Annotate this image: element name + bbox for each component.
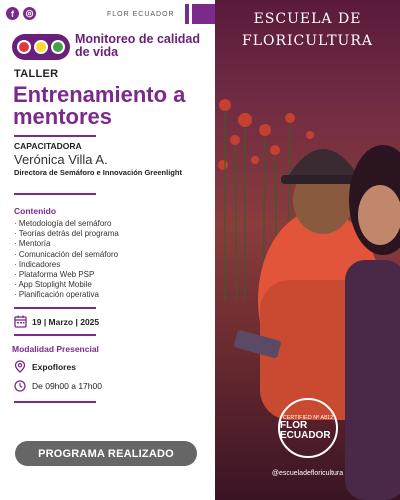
divider (14, 334, 96, 336)
capacitadora-name: Verónica Villa A. (14, 152, 108, 167)
location-pin-icon (14, 360, 26, 373)
contenido-list (14, 219, 119, 301)
divider (14, 401, 96, 403)
divider (14, 193, 96, 195)
red-light-icon (17, 40, 31, 54)
event-title: Entrenamiento a mentores (13, 82, 186, 129)
event-type: TALLER (14, 68, 59, 80)
event-location: Expoflores (32, 361, 76, 372)
calendar-icon (14, 315, 27, 328)
list-item: · App Stoplight Mobile (14, 280, 119, 290)
seal-main-text: FLOR ECUADOR (280, 420, 331, 441)
contenido-label: Contenido (14, 206, 57, 216)
green-light-icon (51, 40, 65, 54)
yellow-light-icon (34, 40, 48, 54)
photo-panel (215, 0, 400, 500)
instagram-handle[interactable]: @escueladefloricultura (271, 470, 344, 477)
list-item: · Metodología del semáforo (14, 219, 119, 229)
list-item: · Planificación operativa (14, 290, 119, 300)
divider (14, 307, 96, 309)
list-item: · Teorías detrás del programa (14, 229, 119, 239)
modalidad-label: Modalidad Presencial (12, 344, 99, 354)
list-item: · Comunicación del semáforo (14, 250, 119, 260)
semaforo-logo (12, 34, 70, 60)
location-row (14, 360, 76, 373)
school-title (215, 8, 400, 52)
facebook-icon[interactable]: f (6, 7, 19, 20)
event-date: 19 | Marzo | 2025 (32, 316, 100, 327)
decorative-bar (185, 4, 189, 24)
clock-icon (14, 380, 26, 392)
logo-text: Monitoreo de calidad de vida (75, 32, 201, 59)
seal-top-text: CERTIFIED Nº A812 (282, 415, 334, 421)
time-row (14, 380, 102, 392)
date-row (14, 315, 99, 328)
list-item: · Plataforma Web PSP (14, 270, 119, 280)
list-item: · Mentoría (14, 239, 119, 249)
programa-realizado-button[interactable]: PROGRAMA REALIZADO (15, 441, 197, 466)
capacitadora-role: Directora de Semáforo e Innovación Greenlight (14, 168, 182, 177)
divider (14, 135, 96, 137)
school-title-line: FLORICULTURA (241, 33, 373, 49)
certified-seal (278, 398, 338, 458)
school-title-line: ESCUELA DE (253, 11, 362, 27)
event-time: De 09h00 a 17h00 (32, 381, 102, 391)
social-links (6, 7, 36, 20)
list-item: · Indicadores (14, 260, 119, 270)
capacitadora-label: CAPACITADORA (14, 141, 82, 151)
instagram-icon[interactable]: ◎ (23, 7, 36, 20)
brand-label: FLOR ECUADOR (107, 11, 175, 18)
